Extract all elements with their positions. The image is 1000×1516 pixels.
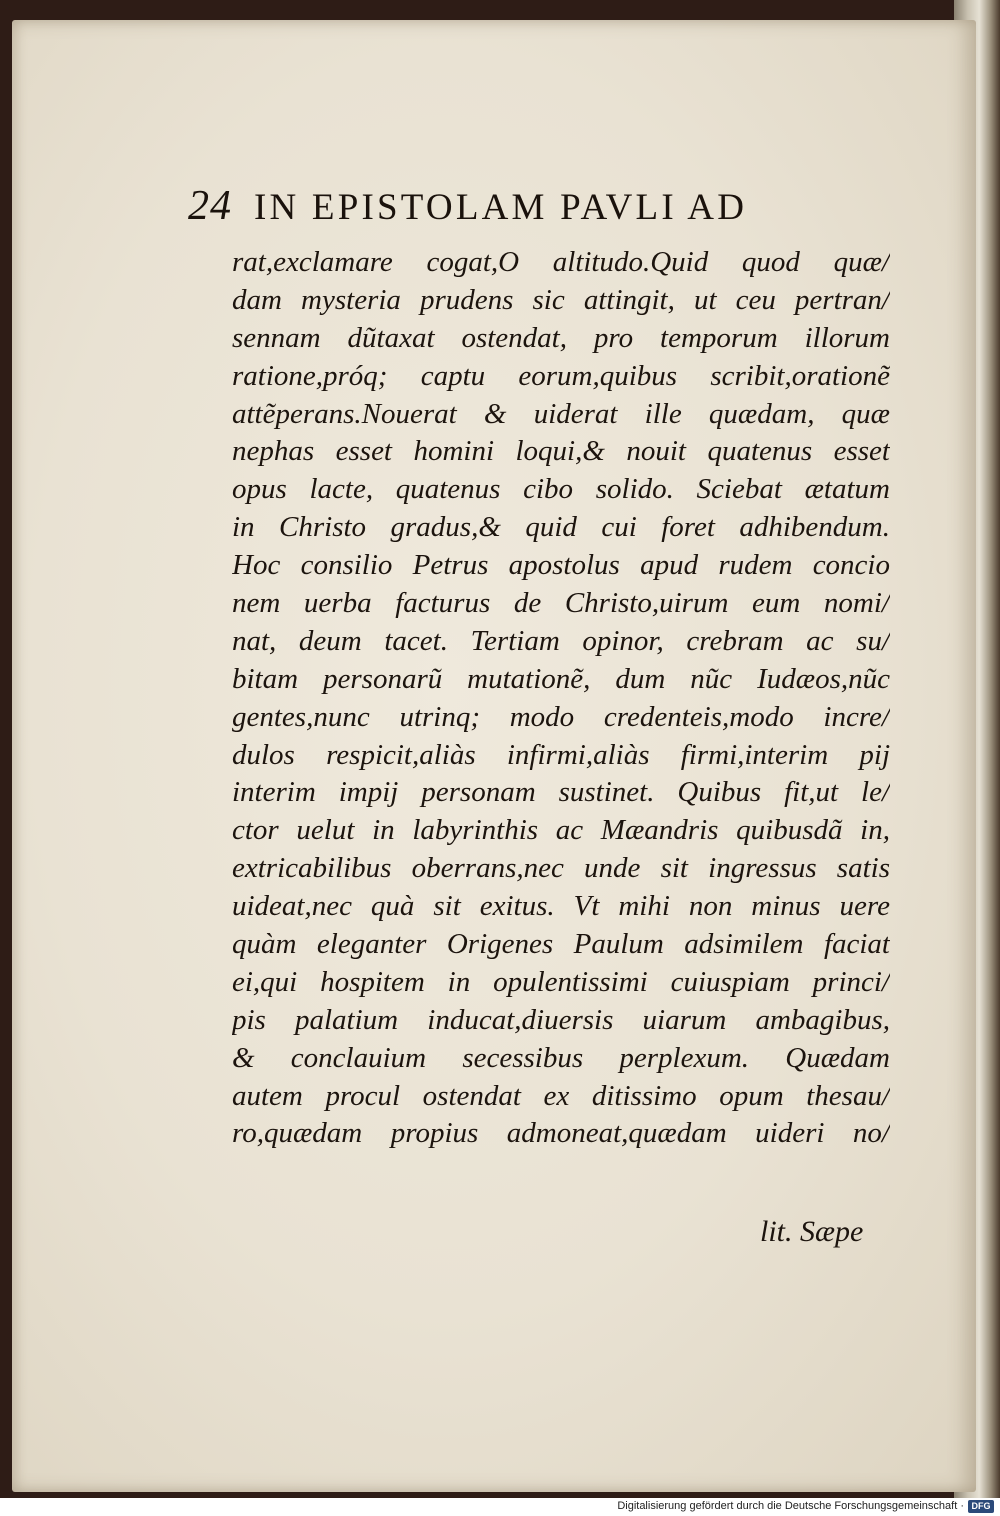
text-line: uideat,nec quà sit exitus. Vt mihi non minus uere — [232, 890, 890, 923]
text-line: dam mysteria prudens sic attingit, ut ceu pertran/ — [232, 283, 890, 316]
text-line: ctor uelut in labyrinthis ac Mæandris quibusdã in, — [232, 814, 890, 847]
text-line: rat,exclamare cogat,O altitudo.Quid quod quæ/ — [232, 246, 890, 278]
text-line: ei,qui hospitem in opulentissimi cuiuspiam princi/ — [232, 965, 890, 998]
text-line: opus lacte, quatenus cibo solido. Sciebat ætatum — [232, 473, 890, 506]
text-line: attẽperans.Nouerat & uiderat ille quædam, quæ — [232, 397, 890, 430]
text-line: & conclauium secessibus perplexum. Quædam — [232, 1041, 890, 1074]
text-line: dulos respicit,aliàs infirmi,aliàs firmi,interim pij — [232, 738, 890, 771]
funding-credit: Digitalisierung gefördert durch die Deutsche Forschungsgemeinschaft · — [617, 1500, 964, 1512]
text-line: nephas esset homini loqui,& nouit quatenus esset — [232, 435, 890, 468]
running-head — [188, 182, 878, 230]
text-line: interim impij personam sustinet. Quibus fit,ut le/ — [232, 776, 890, 809]
text-line: Hoc consilio Petrus apostolus apud rudem concio — [232, 549, 890, 582]
text-line: ratione,próq; captu eorum,quibus scribit,orationẽ — [232, 359, 890, 392]
text-line: in Christo gradus,& quid cui foret adhibendum. — [232, 511, 890, 544]
page-number: 24 — [188, 183, 232, 229]
text-line: nat, deum tacet. Tertiam opinor, crebram ac su/ — [232, 624, 890, 657]
text-line: nem uerba facturus de Christo,uirum eum nomi/ — [232, 587, 890, 620]
text-line: ro,quædam propius admoneat,quædam uideri no/ — [232, 1117, 890, 1150]
text-line: quàm eleganter Origenes Paulum adsimilem faciat — [232, 928, 890, 961]
text-line: autem procul ostendat ex ditissimo opum thesau/ — [232, 1079, 890, 1112]
running-head-title: IN EPISTOLAM PAVLI AD — [254, 187, 748, 228]
text-line: sennam dũtaxat ostendat, pro temporum illorum — [232, 321, 890, 354]
text-line: pis palatium inducat,diuersis uiarum ambagibus, — [232, 1003, 890, 1036]
text-line: gentes,nunc utrinq; modo credenteis,modo incre/ — [232, 700, 890, 733]
body-text — [232, 244, 890, 1153]
catchword: lit. Sæpe — [760, 1215, 864, 1248]
text-line: bitam personarũ mutationẽ, dum nũc Iudæos,nũc — [232, 662, 890, 695]
dfg-logo-icon: DFG — [968, 1500, 994, 1513]
text-line: extricabilibus oberrans,nec unde sit ingressus satis — [232, 852, 890, 885]
